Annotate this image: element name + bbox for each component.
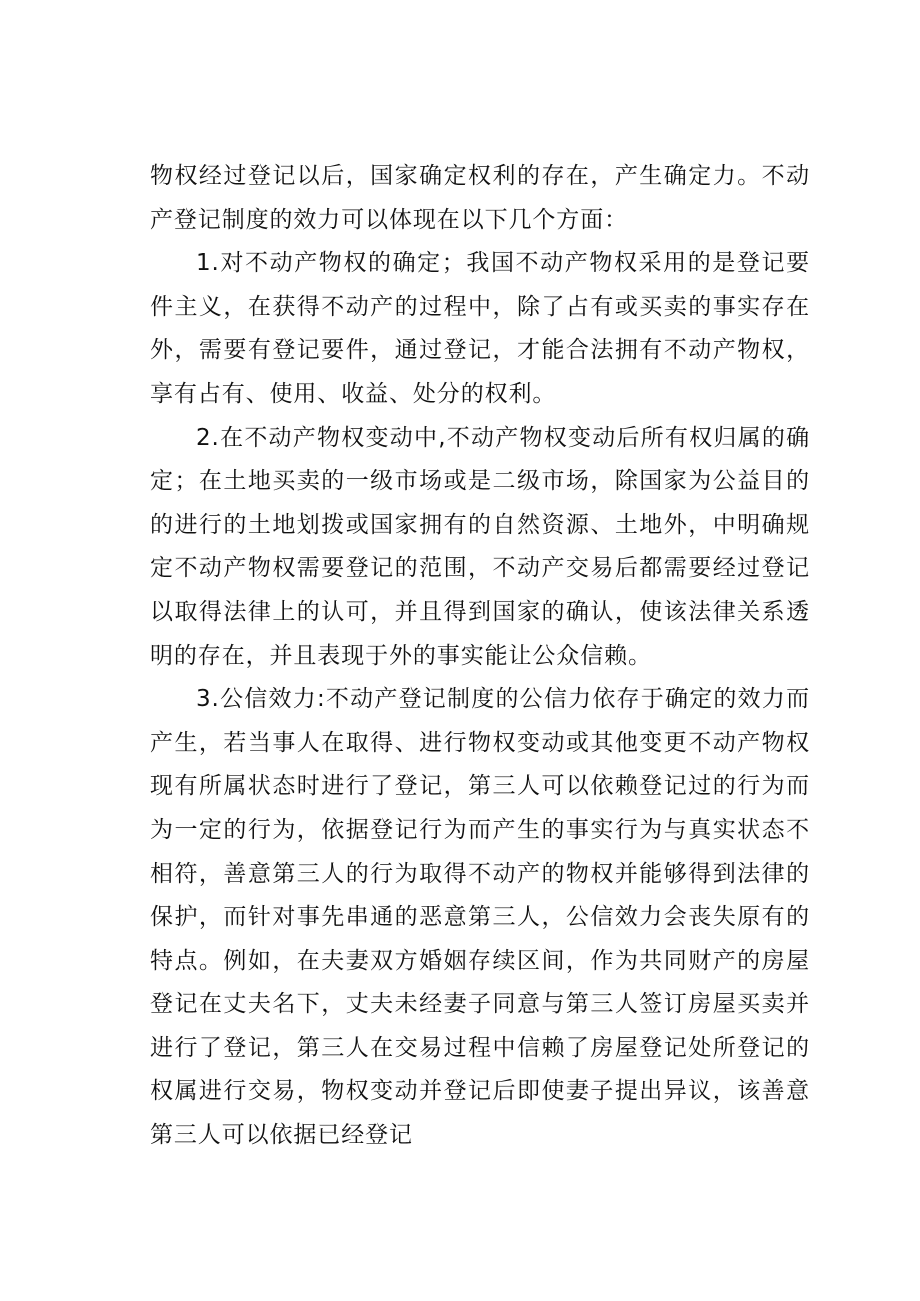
paragraph-item-2: 2.在不动产物权变动中,不动产物权变动后所有权归属的确定；在土地买卖的一级市场或是二级市场，除国家为公益目的的进行的土地划拨或国家拥有的自然资源、土地外，中明确规定不动产物权需要登记的范围，不动产交易后都需要经过登记以取得法律上的认可，并且得到国家的确认，使该法律关系透明的存在，并且表现于外的事实能让公众信赖。	[150, 424, 810, 669]
paragraph-item-3: 3.公信效力:不动产登记制度的公信力依存于确定的效力而产生，若当事人在取得、进行物权变动或其他变更不动产物权现有所属状态时进行了登记，第三人可以依赖登记过的行为而为一定的行为，依据登记行为而产生的事实行为与真实状态不相符，善意第三人的行为取得不动产的物权并能够得到法律的保护，而针对事先串通的恶意第三人，公信效力会丧失原有的特点。例如，在夫妻双方婚姻存续区间，作为共同财产的房屋登记在丈夫名下，丈夫未经妻子同意与第三人签订房屋买卖并进行了登记，第三人在交易过程中信赖了房屋登记处所登记的权属进行交易，物权变动并登记后即使妻子提出异议，该善意第三人可以依据已经登记	[150, 686, 810, 1149]
document-body	[150, 155, 810, 1158]
paragraph-intro: 物权经过登记以后，国家确定权利的存在，产生确定力。不动产登记制度的效力可以体现在以下几个方面：	[150, 163, 810, 233]
paragraph-item-1: 1.对不动产物权的确定；我国不动产物权采用的是登记要件主义，在获得不动产的过程中，除了占有或买卖的事实存在外，需要有登记要件，通过登记，才能合法拥有不动产物权，享有占有、使用、收益、处分的权利。	[150, 250, 810, 407]
